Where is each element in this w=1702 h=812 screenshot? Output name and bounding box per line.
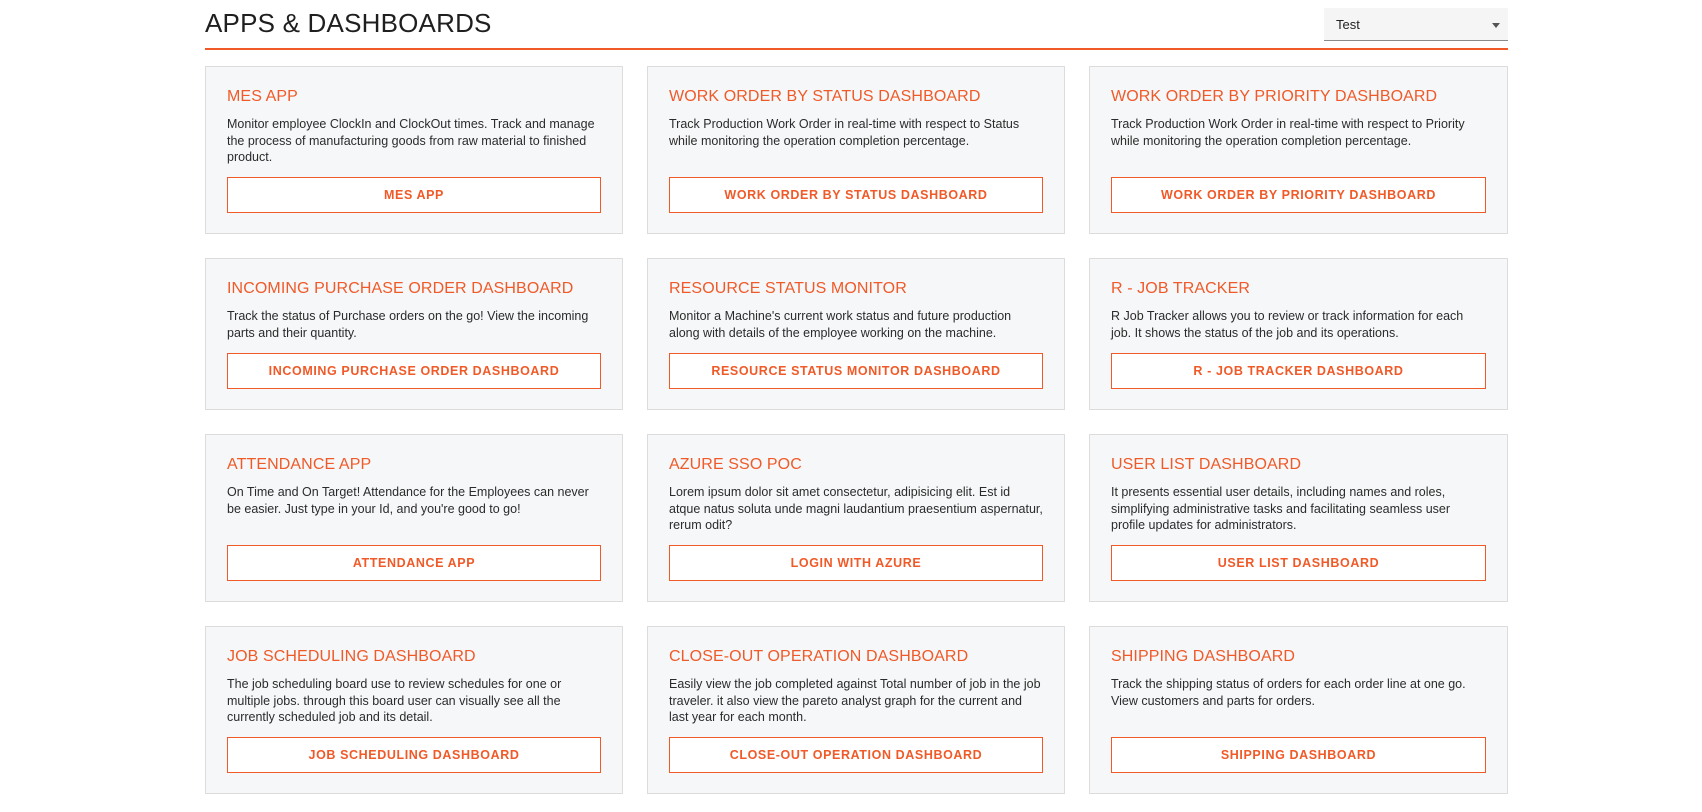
card-description: Monitor a Machine's current work status and future production along with details of the employee working on the machine. <box>669 309 1012 340</box>
work-order-by-status-button[interactable]: WORK ORDER BY STATUS DASHBOARD <box>669 177 1043 213</box>
attendance-app-button[interactable]: ATTENDANCE APP <box>227 545 601 581</box>
user-list-button[interactable]: USER LIST DASHBOARD <box>1111 545 1486 581</box>
work-order-by-priority-button[interactable]: WORK ORDER BY PRIORITY DASHBOARD <box>1111 177 1486 213</box>
card-work-order-by-status <box>647 66 1065 234</box>
chevron-down-icon <box>1492 23 1500 28</box>
apps-grid <box>205 66 1508 794</box>
mes-app-button[interactable]: MES APP <box>227 177 601 213</box>
card-description: Monitor employee ClockIn and ClockOut times. Track and manage the process of manufacturing goods from raw material to finished product. <box>227 117 595 164</box>
card-description: On Time and On Target! Attendance for the Employees can never be easier. Just type in your Id, and you're good to go! <box>227 485 589 516</box>
card-close-out-operation <box>647 626 1065 794</box>
card-mes-app <box>205 66 623 234</box>
card-title: JOB SCHEDULING DASHBOARD <box>227 648 476 665</box>
card-attendance-app <box>205 434 623 602</box>
r-job-tracker-button[interactable]: R - JOB TRACKER DASHBOARD <box>1111 353 1486 389</box>
environment-select[interactable] <box>1324 8 1508 41</box>
card-description: Easily view the job completed against Total number of job in the job traveler. it also view the pareto analyst graph for the current and last year for each month. <box>669 677 1041 724</box>
card-job-scheduling <box>205 626 623 794</box>
card-title: WORK ORDER BY STATUS DASHBOARD <box>669 88 981 105</box>
card-description: The job scheduling board use to review schedules for one or multiple jobs. through this board user can visually see all the currently scheduled job and its detail. <box>227 677 562 724</box>
page-header <box>205 0 1508 50</box>
card-description: Lorem ipsum dolor sit amet consectetur, adipisicing elit. Est id atque natus soluta unde magni laudantium praesentium aspernatur, rerum odit? <box>669 485 1043 532</box>
card-description: Track Production Work Order in real-time with respect to Priority while monitoring the operation completion percentage. <box>1111 117 1465 148</box>
card-r-job-tracker <box>1089 258 1508 410</box>
card-title: INCOMING PURCHASE ORDER DASHBOARD <box>227 280 574 297</box>
main-container <box>205 0 1508 794</box>
card-title: CLOSE-OUT OPERATION DASHBOARD <box>669 648 969 665</box>
card-title: ATTENDANCE APP <box>227 456 372 473</box>
card-title: MES APP <box>227 88 298 105</box>
card-title: WORK ORDER BY PRIORITY DASHBOARD <box>1111 88 1438 105</box>
close-out-operation-button[interactable]: CLOSE-OUT OPERATION DASHBOARD <box>669 737 1043 773</box>
card-description: It presents essential user details, including names and roles, simplifying administrative tasks and facilitating seamless user profile updates for administrators. <box>1111 485 1451 532</box>
card-resource-status-monitor <box>647 258 1065 410</box>
card-description: R Job Tracker allows you to review or track information for each job. It shows the status of the job and its operations. <box>1111 309 1464 340</box>
card-work-order-by-priority <box>1089 66 1508 234</box>
card-incoming-purchase-order <box>205 258 623 410</box>
card-title: USER LIST DASHBOARD <box>1111 456 1302 473</box>
card-description: Track Production Work Order in real-time with respect to Status while monitoring the operation completion percentage. <box>669 117 1020 148</box>
card-title: SHIPPING DASHBOARD <box>1111 648 1296 665</box>
job-scheduling-button[interactable]: JOB SCHEDULING DASHBOARD <box>227 737 601 773</box>
resource-status-monitor-button[interactable]: RESOURCE STATUS MONITOR DASHBOARD <box>669 353 1043 389</box>
card-title: RESOURCE STATUS MONITOR <box>669 280 907 297</box>
environment-select-value: Test <box>1336 17 1360 32</box>
card-azure-sso-poc <box>647 434 1065 602</box>
shipping-button[interactable]: SHIPPING DASHBOARD <box>1111 737 1486 773</box>
card-description: Track the status of Purchase orders on the go! View the incoming parts and their quantity. <box>227 309 589 340</box>
card-shipping <box>1089 626 1508 794</box>
card-description: Track the shipping status of orders for each order line at one go. View customers and parts for orders. <box>1111 677 1466 708</box>
card-user-list <box>1089 434 1508 602</box>
card-title: R - JOB TRACKER <box>1111 280 1250 297</box>
incoming-purchase-order-button[interactable]: INCOMING PURCHASE ORDER DASHBOARD <box>227 353 601 389</box>
login-with-azure-button[interactable]: LOGIN WITH AZURE <box>669 545 1043 581</box>
page-title: APPS & DASHBOARDS <box>205 8 492 38</box>
card-title: AZURE SSO POC <box>669 456 802 473</box>
